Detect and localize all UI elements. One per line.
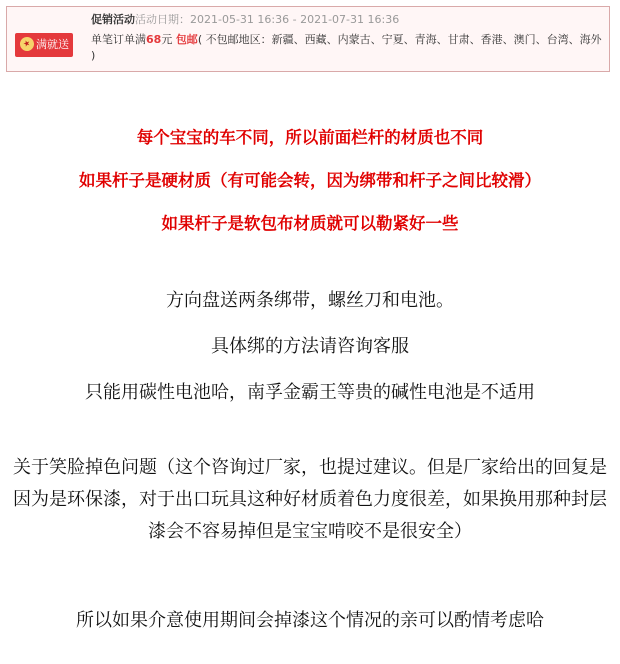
promotion-title: 促销活动 [91, 13, 135, 26]
notice-line-2: 如果杆子是硬材质（有可能会转，因为绑带和杆子之间比较滑） [79, 171, 541, 190]
promotion-detail-prefix: 单笔订单满 [91, 33, 146, 46]
promotion-exclusions: ( 不包邮地区：新疆、西藏、内蒙古、宁夏、青海、甘肃、香港、澳门、台湾、海外 ) [91, 33, 602, 62]
paint-notice: 关于笑脸掉色问题（这个咨询过厂家，也提过建议。但是厂家给出的回复是因为是环保漆，对于出口玩具这种好材质着色力度很差，如果换用那种封层漆会不容易掉但是宝宝啃咬不是很安全） [13, 457, 607, 542]
info-line-1: 方向盘送两条绑带，螺丝刀和电池。 [166, 290, 454, 311]
info-line-2: 具体绑的方法请咨询客服 [211, 336, 409, 357]
promotion-box [6, 6, 610, 72]
promotion-threshold: 68 [146, 33, 162, 46]
closing-line: 所以如果介意使用期间会掉漆这个情况的亲可以酌情考虑哈 [76, 610, 544, 631]
notice-line-1: 每个宝宝的车不同，所以前面栏杆的材质也不同 [136, 128, 484, 147]
promotion-tag-label: 满就送 [36, 38, 69, 51]
promotion-header [91, 12, 399, 28]
promo-seal-icon: ★ [18, 35, 36, 53]
promotion-date-range: 活动日期：2021-05-31 16:36 - 2021-07-31 16:36 [135, 13, 400, 26]
promotion-detail-unit: 元 [161, 33, 173, 46]
promotion-tag [15, 33, 73, 57]
promotion-offer: 包邮 [175, 33, 198, 46]
notice-line-3: 如果杆子是软包布材质就可以勒紧好一些 [161, 214, 459, 233]
info-line-3: 只能用碳性电池哈，南孚金霸王等贵的碱性电池是不适用 [85, 382, 535, 403]
promotion-detail [91, 32, 603, 64]
